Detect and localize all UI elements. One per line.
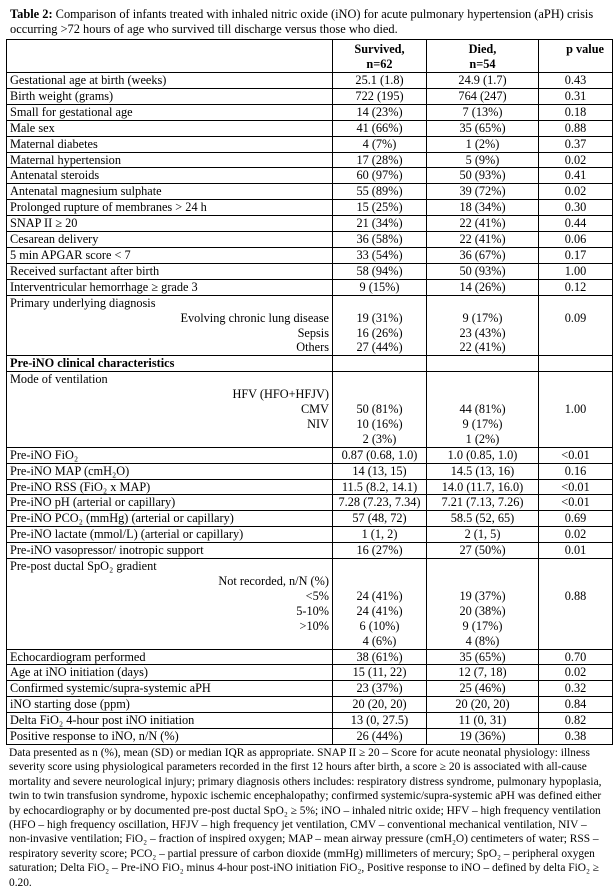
document bbox=[6, 4, 612, 890]
survived-value: 58 (94%) bbox=[333, 263, 427, 279]
header-p-value: p value bbox=[539, 40, 613, 73]
survived-value: 57 (48, 72) bbox=[333, 511, 427, 527]
row-label: Prolonged rupture of membranes > 24 h bbox=[7, 200, 333, 216]
section-empty bbox=[427, 356, 539, 372]
p-value: 0.06 bbox=[539, 232, 613, 248]
ventilation-survived bbox=[333, 372, 427, 448]
gradient-cell bbox=[7, 559, 333, 649]
section-empty bbox=[333, 356, 427, 372]
survived-value: 1 (1, 2) bbox=[333, 527, 427, 543]
died-value: 35 (65%) bbox=[427, 120, 539, 136]
survived-value: 4 (7%) bbox=[333, 136, 427, 152]
header-row bbox=[7, 40, 613, 73]
row-label: Pre-iNO RSS (FiO₂ x MAP) bbox=[7, 479, 333, 495]
died-value: 7.21 (7.13, 7.26) bbox=[427, 495, 539, 511]
gradient-block bbox=[7, 559, 613, 649]
cell-value: 19 (37%) bbox=[459, 588, 506, 603]
p-value: 0.69 bbox=[539, 511, 613, 527]
row-label: Maternal diabetes bbox=[7, 136, 333, 152]
cell-value: 50 (81%) bbox=[356, 402, 403, 417]
table-row bbox=[7, 559, 613, 649]
cell-value: 16 (26%) bbox=[356, 325, 403, 340]
table-row bbox=[7, 200, 613, 216]
cell-value: 4 (8%) bbox=[465, 633, 500, 648]
p-value: 0.88 bbox=[539, 120, 613, 136]
row-label: Pre-iNO FiO₂ bbox=[7, 447, 333, 463]
died-value: 39 (72%) bbox=[427, 184, 539, 200]
ventilation-p bbox=[539, 372, 613, 448]
survived-value: 36 (58%) bbox=[333, 232, 427, 248]
gradient-sublabel: Not recorded, n/N (%) bbox=[218, 574, 329, 588]
table-row bbox=[7, 511, 613, 527]
survived-value: 38 (61%) bbox=[333, 649, 427, 665]
died-value: 1 (2%) bbox=[427, 136, 539, 152]
row-label: Positive response to iNO, n/N (%) bbox=[7, 729, 333, 745]
p-value: 0.37 bbox=[539, 136, 613, 152]
p-value: 0.17 bbox=[539, 247, 613, 263]
section-title-pre-ino: Pre-iNO clinical characteristics bbox=[7, 356, 333, 372]
died-value: 764 (247) bbox=[427, 88, 539, 104]
p-value: 0.02 bbox=[539, 527, 613, 543]
survived-value: 23 (37%) bbox=[333, 681, 427, 697]
post-block bbox=[7, 649, 613, 744]
diagnosis-died bbox=[427, 295, 539, 356]
row-label: Gestational age at birth (weeks) bbox=[7, 73, 333, 89]
row-label: Pre-iNO lactate (mmol/L) (arterial or capillary) bbox=[7, 527, 333, 543]
caption-label: Table 2: bbox=[10, 7, 53, 21]
comparison-table bbox=[6, 39, 613, 745]
p-value: 0.38 bbox=[539, 729, 613, 745]
diagnosis-cell bbox=[7, 295, 333, 356]
p-value: <0.01 bbox=[539, 495, 613, 511]
p-value: 0.84 bbox=[539, 697, 613, 713]
cell-value: 0.88 bbox=[564, 588, 587, 603]
header-survived-line2: n=62 bbox=[366, 57, 393, 71]
table-row bbox=[7, 295, 613, 356]
header-died bbox=[427, 40, 539, 73]
table-row bbox=[7, 681, 613, 697]
row-label: Echocardiogram performed bbox=[7, 649, 333, 665]
survived-value: 9 (15%) bbox=[333, 279, 427, 295]
survived-value: 11.5 (8.2, 14.1) bbox=[333, 479, 427, 495]
died-value: 5 (9%) bbox=[427, 152, 539, 168]
survived-value: 7.28 (7.23, 7.34) bbox=[333, 495, 427, 511]
header-survived bbox=[333, 40, 427, 73]
table-row bbox=[7, 73, 613, 89]
table-row bbox=[7, 120, 613, 136]
cell-value: 0.09 bbox=[564, 310, 587, 325]
died-value: 2 (1, 5) bbox=[427, 527, 539, 543]
gradient-died bbox=[427, 559, 539, 649]
survived-value: 13 (0, 27.5) bbox=[333, 713, 427, 729]
row-label: Pre-iNO MAP (cmH₂O) bbox=[7, 463, 333, 479]
survived-value: 25.1 (1.8) bbox=[333, 73, 427, 89]
died-value: 11 (0, 31) bbox=[427, 713, 539, 729]
caption-text: Comparison of infants treated with inhaled nitric oxide (iNO) for acute pulmonary hypertension (aPH) crisis occurring >72 hours of age who survived till discharge versus those who died. bbox=[10, 7, 594, 36]
table-row bbox=[7, 168, 613, 184]
died-value: 14.5 (13, 16) bbox=[427, 463, 539, 479]
header-died-line2: n=54 bbox=[469, 57, 496, 71]
diagnosis-label: Primary underlying diagnosis bbox=[10, 295, 156, 310]
died-value: 18 (34%) bbox=[427, 200, 539, 216]
survived-value: 15 (25%) bbox=[333, 200, 427, 216]
p-value: 0.16 bbox=[539, 463, 613, 479]
table-footnote: Data presented as n (%), mean (SD) or median IQR as appropriate. SNAP II ≥ 20 – Score for acute neonatal physiology: illness severity score using physiological parameters recorded in the first 12 hours after birth, a score ≥ 20 is associated with all-cause mortality and severe neurological injury; primary diagnosis others includes: respiratory distress syndrome, pulmonary hypoplasia, twin to twin transfusion syndrome, hypoxic ischemic encephalopathy; confirmed systemic/supra-systemic aPH was defined either by echocardiography or by documented pre-post ductal SpO₂ ≥ 5%; iNO – inhaled nitric oxide; HFV – high frequency ventilation (HFO – high frequency oscillation, HFJV – high frequency jet ventilation, CMV – conventional mechanical ventilation, NIV – non-invasive ventilation; FiO₂ – fraction of inspired oxygen; MAP – mean airway pressure (cmH₂O) centimeters of water; RSS – respiratory severity score; PCO₂ – partial pressure of carbon dioxide (mmHg) millimeters of mercury; SpO₂ – peripheral oxygen saturation; Delta FiO₂ – Pre-iNO FiO₂ minus 4-hour post-iNO initiation FiO₂, Positive response to iNO – defined by delta FiO₂ ≥ 0.20. bbox=[9, 746, 602, 889]
diagnosis-p bbox=[539, 295, 613, 356]
p-value: 0.18 bbox=[539, 104, 613, 120]
cell-value: 2 (3%) bbox=[362, 431, 397, 446]
row-label: Cesarean delivery bbox=[7, 232, 333, 248]
died-value: 19 (36%) bbox=[427, 729, 539, 745]
p-value: 0.02 bbox=[539, 184, 613, 200]
died-value: 1.0 (0.85, 1.0) bbox=[427, 447, 539, 463]
died-value: 50 (93%) bbox=[427, 168, 539, 184]
cell-value: 19 (31%) bbox=[356, 310, 403, 325]
header-blank bbox=[7, 40, 333, 73]
died-value: 36 (67%) bbox=[427, 247, 539, 263]
row-label: Male sex bbox=[7, 120, 333, 136]
cell-value: 20 (38%) bbox=[459, 603, 506, 618]
ventilation-died bbox=[427, 372, 539, 448]
died-value: 22 (41%) bbox=[427, 216, 539, 232]
table-row bbox=[7, 479, 613, 495]
gradient-survived bbox=[333, 559, 427, 649]
table-row bbox=[7, 649, 613, 665]
cell-value: 27 (44%) bbox=[356, 340, 403, 355]
table-row bbox=[7, 88, 613, 104]
gradient-label: Pre-post ductal SpO₂ gradient bbox=[10, 559, 157, 574]
survived-value: 722 (195) bbox=[333, 88, 427, 104]
died-value: 14.0 (11.7, 16.0) bbox=[427, 479, 539, 495]
cell-value: 22 (41%) bbox=[459, 340, 506, 355]
table-row bbox=[7, 104, 613, 120]
cell-value: 6 (10%) bbox=[359, 618, 400, 633]
table-row bbox=[7, 463, 613, 479]
p-value: 0.43 bbox=[539, 73, 613, 89]
table-row bbox=[7, 247, 613, 263]
cell-value: 24 (41%) bbox=[356, 603, 403, 618]
table-row bbox=[7, 543, 613, 559]
survived-value: 20 (20, 20) bbox=[333, 697, 427, 713]
survived-value: 14 (23%) bbox=[333, 104, 427, 120]
p-value: 0.41 bbox=[539, 168, 613, 184]
survived-value: 16 (27%) bbox=[333, 543, 427, 559]
table-row bbox=[7, 372, 613, 448]
survived-value: 21 (34%) bbox=[333, 216, 427, 232]
cell-value: 23 (43%) bbox=[459, 325, 506, 340]
cell-value: 10 (16%) bbox=[356, 416, 403, 431]
table-row bbox=[7, 263, 613, 279]
died-value: 14 (26%) bbox=[427, 279, 539, 295]
diagnosis-block bbox=[7, 295, 613, 447]
p-value: 0.70 bbox=[539, 649, 613, 665]
table-row bbox=[7, 665, 613, 681]
survived-value: 55 (89%) bbox=[333, 184, 427, 200]
ventilation-sublabel: CMV bbox=[300, 402, 329, 417]
table-row bbox=[7, 184, 613, 200]
p-value: 0.01 bbox=[539, 543, 613, 559]
gradient-sublabel: <5% bbox=[305, 588, 329, 603]
died-value: 27 (50%) bbox=[427, 543, 539, 559]
table-row bbox=[7, 279, 613, 295]
row-label: SNAP II ≥ 20 bbox=[7, 216, 333, 232]
survived-value: 41 (66%) bbox=[333, 120, 427, 136]
row-label: Pre-iNO pH (arterial or capillary) bbox=[7, 495, 333, 511]
table-row bbox=[7, 713, 613, 729]
died-value: 35 (65%) bbox=[427, 649, 539, 665]
p-value: 0.30 bbox=[539, 200, 613, 216]
diagnosis-sublabel: Evolving chronic lung disease bbox=[180, 310, 329, 325]
header-died-line1: Died, bbox=[468, 42, 497, 56]
died-value: 20 (20, 20) bbox=[427, 697, 539, 713]
row-label: Age at iNO initiation (days) bbox=[7, 665, 333, 681]
p-value: 0.02 bbox=[539, 152, 613, 168]
cell-value: 44 (81%) bbox=[459, 402, 506, 417]
ventilation-sublabel: HFV (HFO+HFJV) bbox=[232, 387, 329, 402]
cell-value: 1.00 bbox=[564, 402, 587, 417]
table-row bbox=[7, 136, 613, 152]
survived-value: 26 (44%) bbox=[333, 729, 427, 745]
table-row bbox=[7, 216, 613, 232]
table-row bbox=[7, 527, 613, 543]
diagnosis-sublabel: Others bbox=[296, 340, 329, 355]
died-value: 25 (46%) bbox=[427, 681, 539, 697]
p-value: <0.01 bbox=[539, 447, 613, 463]
died-value: 50 (93%) bbox=[427, 263, 539, 279]
row-label: Birth weight (grams) bbox=[7, 88, 333, 104]
pre-ino-block bbox=[7, 447, 613, 558]
row-label: Pre-iNO vasopressor/ inotropic support bbox=[7, 543, 333, 559]
table-caption bbox=[6, 4, 612, 39]
cell-value: 1 (2%) bbox=[465, 431, 500, 446]
table-body bbox=[7, 73, 613, 296]
cell-value: 4 (6%) bbox=[362, 633, 397, 648]
row-label: Delta FiO₂ 4-hour post iNO initiation bbox=[7, 713, 333, 729]
died-value: 24.9 (1.7) bbox=[427, 73, 539, 89]
p-value: 0.44 bbox=[539, 216, 613, 232]
section-empty bbox=[539, 356, 613, 372]
survived-value: 33 (54%) bbox=[333, 247, 427, 263]
cell-value: 9 (17%) bbox=[462, 310, 503, 325]
table-row bbox=[7, 729, 613, 745]
row-label: iNO starting dose (ppm) bbox=[7, 697, 333, 713]
p-value: <0.01 bbox=[539, 479, 613, 495]
p-value: 0.82 bbox=[539, 713, 613, 729]
survived-value: 17 (28%) bbox=[333, 152, 427, 168]
table-row bbox=[7, 152, 613, 168]
row-label: Antenatal steroids bbox=[7, 168, 333, 184]
survived-value: 14 (13, 15) bbox=[333, 463, 427, 479]
diagnosis-survived bbox=[333, 295, 427, 356]
table-row bbox=[7, 697, 613, 713]
row-label: Small for gestational age bbox=[7, 104, 333, 120]
p-value: 0.02 bbox=[539, 665, 613, 681]
survived-value: 0.87 (0.68, 1.0) bbox=[333, 447, 427, 463]
p-value: 0.31 bbox=[539, 88, 613, 104]
section-row bbox=[7, 356, 613, 372]
died-value: 7 (13%) bbox=[427, 104, 539, 120]
cell-value: 9 (17%) bbox=[462, 416, 503, 431]
table-row bbox=[7, 232, 613, 248]
gradient-sublabel: 5-10% bbox=[296, 603, 329, 618]
ventilation-sublabel: NIV bbox=[307, 416, 329, 431]
cell-value: 9 (17%) bbox=[462, 618, 503, 633]
row-label: Received surfactant after birth bbox=[7, 263, 333, 279]
diagnosis-sublabel: Sepsis bbox=[297, 325, 329, 340]
row-label: Maternal hypertension bbox=[7, 152, 333, 168]
survived-value: 60 (97%) bbox=[333, 168, 427, 184]
header-survived-line1: Survived, bbox=[354, 42, 405, 56]
row-label: Antenatal magnesium sulphate bbox=[7, 184, 333, 200]
row-label: 5 min APGAR score < 7 bbox=[7, 247, 333, 263]
cell-value: 24 (41%) bbox=[356, 588, 403, 603]
died-value: 58.5 (52, 65) bbox=[427, 511, 539, 527]
ventilation-label: Mode of ventilation bbox=[10, 372, 108, 387]
table-row bbox=[7, 447, 613, 463]
row-label: Interventricular hemorrhage ≥ grade 3 bbox=[7, 279, 333, 295]
died-value: 22 (41%) bbox=[427, 232, 539, 248]
table-row bbox=[7, 495, 613, 511]
survived-value: 15 (11, 22) bbox=[333, 665, 427, 681]
row-label: Confirmed systemic/supra-systemic aPH bbox=[7, 681, 333, 697]
gradient-sublabel: >10% bbox=[299, 618, 329, 633]
gradient-p bbox=[539, 559, 613, 649]
p-value: 1.00 bbox=[539, 263, 613, 279]
row-label: Pre-iNO PCO₂ (mmHg) (arterial or capillary) bbox=[7, 511, 333, 527]
ventilation-cell bbox=[7, 372, 333, 448]
p-value: 0.32 bbox=[539, 681, 613, 697]
died-value: 12 (7, 18) bbox=[427, 665, 539, 681]
p-value: 0.12 bbox=[539, 279, 613, 295]
